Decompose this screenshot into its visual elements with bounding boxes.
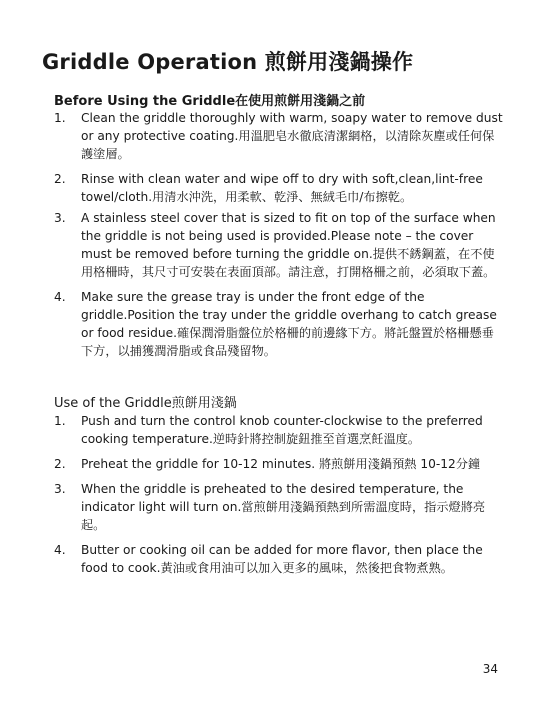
item-number: 3. bbox=[54, 482, 66, 496]
item-number: 4. bbox=[54, 290, 66, 304]
item-text: Push and turn the control knob counter-clockwise to the preferred cooking temperature.逆時針將控制旋鈕推至首選烹飪溫度。 bbox=[81, 414, 483, 446]
item-text: A stainless steel cover that is sized to fit on top of the surface when the griddle is not being used is provided.Please note – the cover must be removed before turning the griddle on.提供不銹鋼蓋，在不使用格柵時，其尺寸可安裝在表面頂部。請注意，打開格柵之前，必須取下蓋。 bbox=[81, 211, 496, 279]
section-heading-before-using: Before Using the Griddle在使用煎餅用淺鍋之前 bbox=[54, 94, 366, 109]
list-item bbox=[54, 288, 504, 360]
item-number: 2. bbox=[54, 172, 66, 186]
item-text: Rinse with clean water and wipe off to dry with soft,clean,lint-free towel/cloth.用清水沖洗，用柔軟、乾淨、無絨毛巾/布擦乾。 bbox=[81, 172, 483, 204]
use-of-griddle-list bbox=[54, 412, 504, 577]
page-number: 34 bbox=[482, 662, 498, 676]
item-number: 2. bbox=[54, 457, 66, 471]
item-text: When the griddle is preheated to the desired temperature, the indicator light will turn on.當煎餅用淺鍋預熱到所需溫度時，指示燈將亮起。 bbox=[81, 482, 486, 532]
list-item bbox=[54, 412, 504, 448]
item-text: Preheat the griddle for 10-12 minutes. 將煎餅用淺鍋預熱 10-12分鐘 bbox=[81, 457, 481, 471]
list-item bbox=[54, 170, 504, 206]
list-item bbox=[54, 480, 504, 534]
list-item bbox=[54, 109, 504, 163]
page-title: Griddle Operation 煎餅用淺鍋操作 bbox=[42, 50, 414, 74]
list-item bbox=[54, 455, 504, 473]
list-item bbox=[54, 209, 504, 281]
item-number: 4. bbox=[54, 543, 66, 557]
item-text: Butter or cooking oil can be added for more flavor, then place the food to cook.黃油或食用油可以加入更多的風味，然後把食物煮熟。 bbox=[81, 543, 483, 575]
item-text: Make sure the grease tray is under the front edge of the griddle.Position the tray under the griddle overhang to catch grease or food residue.確保潤滑脂盤位於格柵的前邊緣下方。將託盤置於格柵懸垂下方，以捕獲潤滑脂或食品殘留物。 bbox=[81, 290, 497, 358]
list-item bbox=[54, 541, 504, 577]
before-using-list bbox=[54, 109, 504, 360]
item-number: 1. bbox=[54, 414, 66, 428]
item-number: 3. bbox=[54, 211, 66, 225]
item-number: 1. bbox=[54, 111, 66, 125]
item-text: Clean the griddle thoroughly with warm, soapy water to remove dust or any protective coating.用溫肥皂水徹底清潔網格，以清除灰塵或任何保護塗層。 bbox=[81, 111, 503, 161]
section-heading-use-of-griddle: Use of the Griddle煎餅用淺鍋 bbox=[54, 396, 237, 411]
